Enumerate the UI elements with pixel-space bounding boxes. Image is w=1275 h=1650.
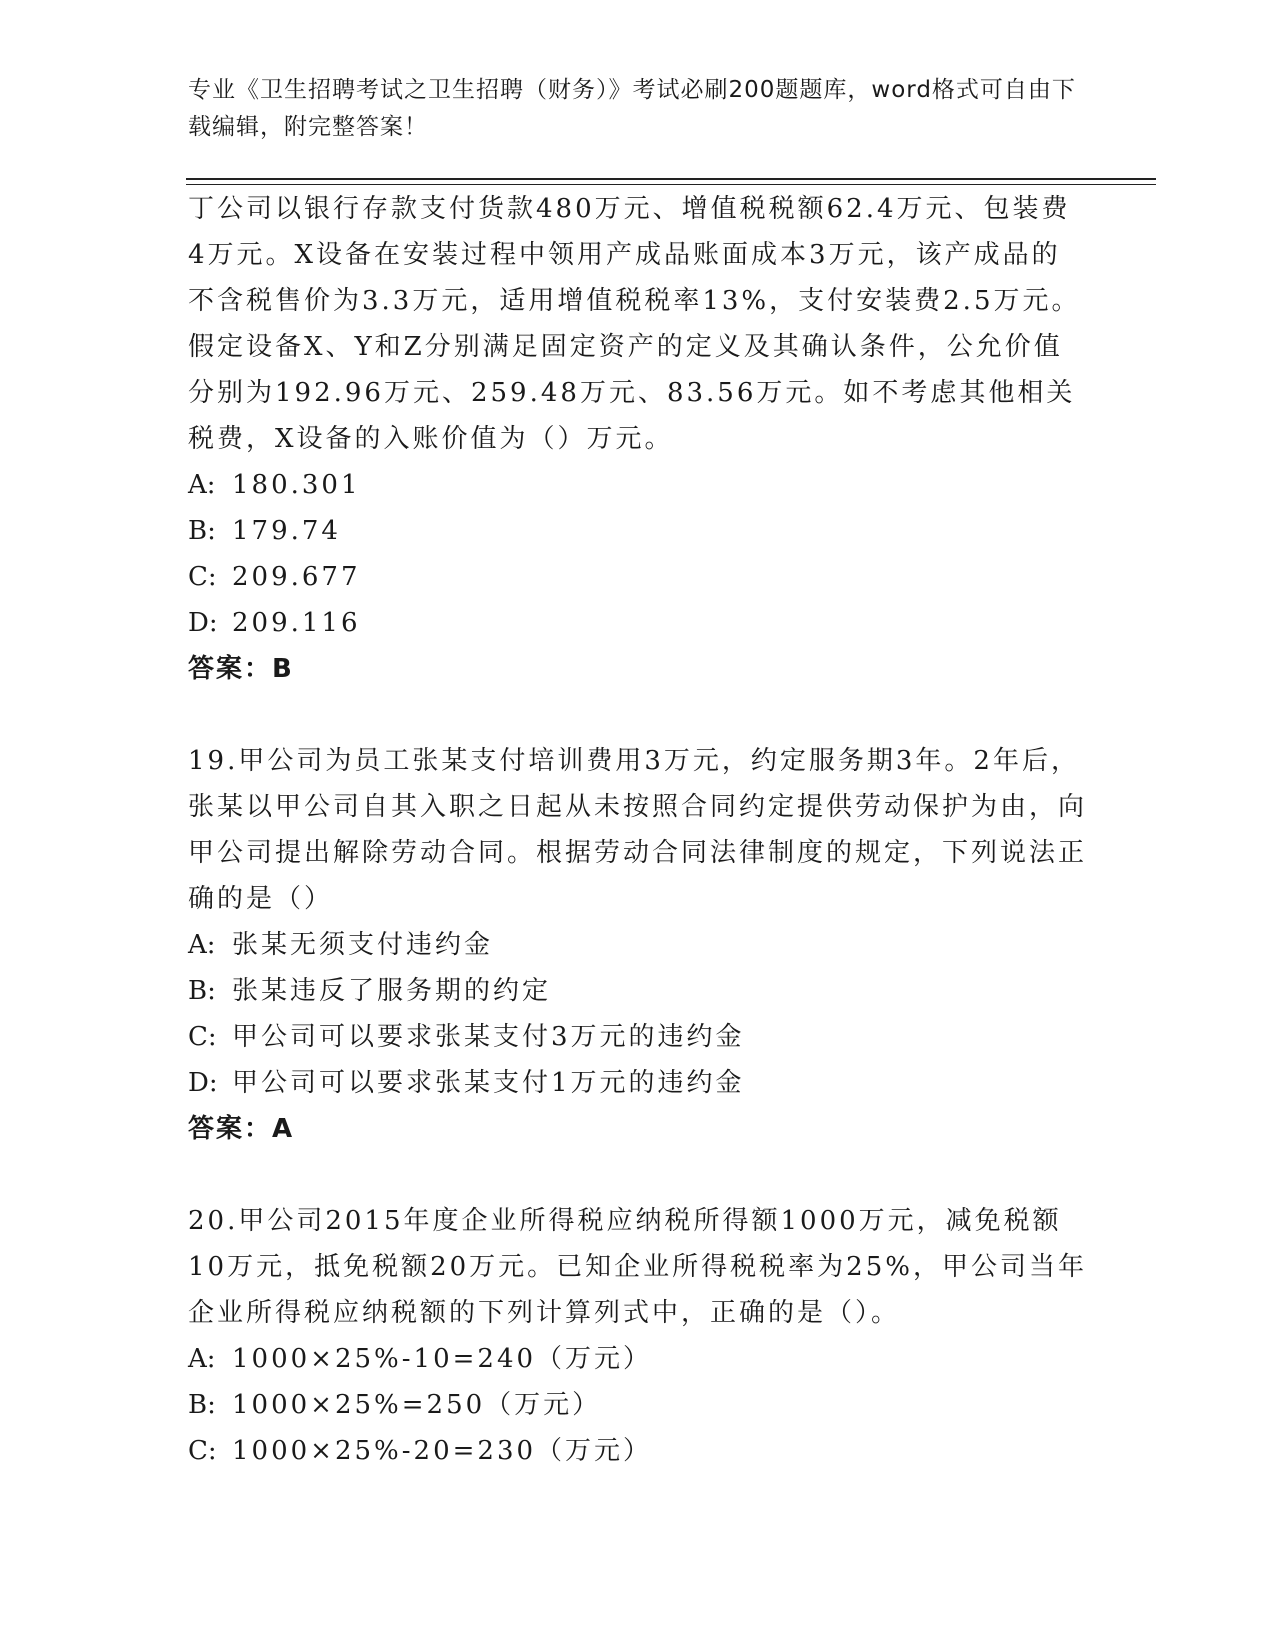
option-c (188, 1428, 1088, 1474)
option-label: A: (188, 1344, 216, 1374)
document-body (188, 186, 1088, 1474)
option-label: C: (188, 562, 217, 592)
option-label: A: (188, 470, 216, 500)
question-text: 19.甲公司为员工张某支付培训费用3万元，约定服务期3年。2年后，张某以甲公司自其入职之日起从未按照合同约定提供劳动保护为由，向甲公司提出解除劳动合同。根据劳动合同法律制度的规定，下列说法正确的是（） (188, 746, 1088, 914)
question-19 (188, 738, 1088, 1152)
option-a (188, 462, 1088, 508)
option-text: 209.116 (232, 608, 361, 638)
option-label: B: (188, 516, 216, 546)
option-b (188, 508, 1088, 554)
option-label: B: (188, 1390, 216, 1420)
option-text: 180.301 (232, 470, 361, 500)
option-c (188, 554, 1088, 600)
option-label: D: (188, 1068, 218, 1098)
question-20 (188, 1198, 1088, 1474)
option-text: 甲公司可以要求张某支付3万元的违约金 (232, 1022, 745, 1052)
option-b (188, 968, 1088, 1014)
option-b (188, 1382, 1088, 1428)
question-text: 20.甲公司2015年度企业所得税应纳税所得额1000万元，减免税额10万元，抵免税额20万元。已知企业所得税税率为25%，甲公司当年企业所得税应纳税额的下列计算列式中，正确的是（）。 (188, 1206, 1087, 1328)
option-text: 张某违反了服务期的约定 (232, 976, 552, 1006)
spacer (188, 692, 1088, 738)
header-rule (186, 178, 1156, 180)
option-text: 1000×25%-20=230（万元） (232, 1436, 653, 1466)
option-text: 1000×25%=250（万元） (232, 1390, 602, 1420)
question-text: 丁公司以银行存款支付货款480万元、增值税税额62.4万元、包装费4万元。X设备在安装过程中领用产成品账面成本3万元，该产成品的不含税售价为3.3万元，适用增值税税率13%，支付安装费2.5万元。假定设备X、Y和Z分别满足固定资产的定义及其确认条件，公允价值分别为192.96万元、259.48万元、83.56万元。如不考虑其他相关税费，X设备的入账价值为（）万元。 (188, 194, 1081, 454)
header-rule-thin (186, 184, 1156, 185)
document-header: 专业《卫生招聘考试之卫生招聘（财务）》考试必刷200题题库，word格式可自由下载编辑，附完整答案！ (188, 77, 1076, 140)
option-text: 209.677 (232, 562, 361, 592)
answer: 答案：B (188, 654, 294, 684)
answer: 答案：A (188, 1114, 295, 1144)
option-text: 179.74 (232, 516, 341, 546)
option-label: C: (188, 1436, 217, 1466)
option-text: 张某无须支付违约金 (232, 930, 494, 960)
option-a (188, 1336, 1088, 1382)
option-label: A: (188, 930, 216, 960)
option-label: C: (188, 1022, 217, 1052)
option-d (188, 600, 1088, 646)
option-label: B: (188, 976, 216, 1006)
option-a (188, 922, 1088, 968)
spacer (188, 1152, 1088, 1198)
option-label: D: (188, 608, 218, 638)
question-18 (188, 186, 1088, 692)
option-text: 1000×25%-10=240（万元） (232, 1344, 653, 1374)
option-c (188, 1014, 1088, 1060)
option-text: 甲公司可以要求张某支付1万元的违约金 (232, 1068, 745, 1098)
option-d (188, 1060, 1088, 1106)
